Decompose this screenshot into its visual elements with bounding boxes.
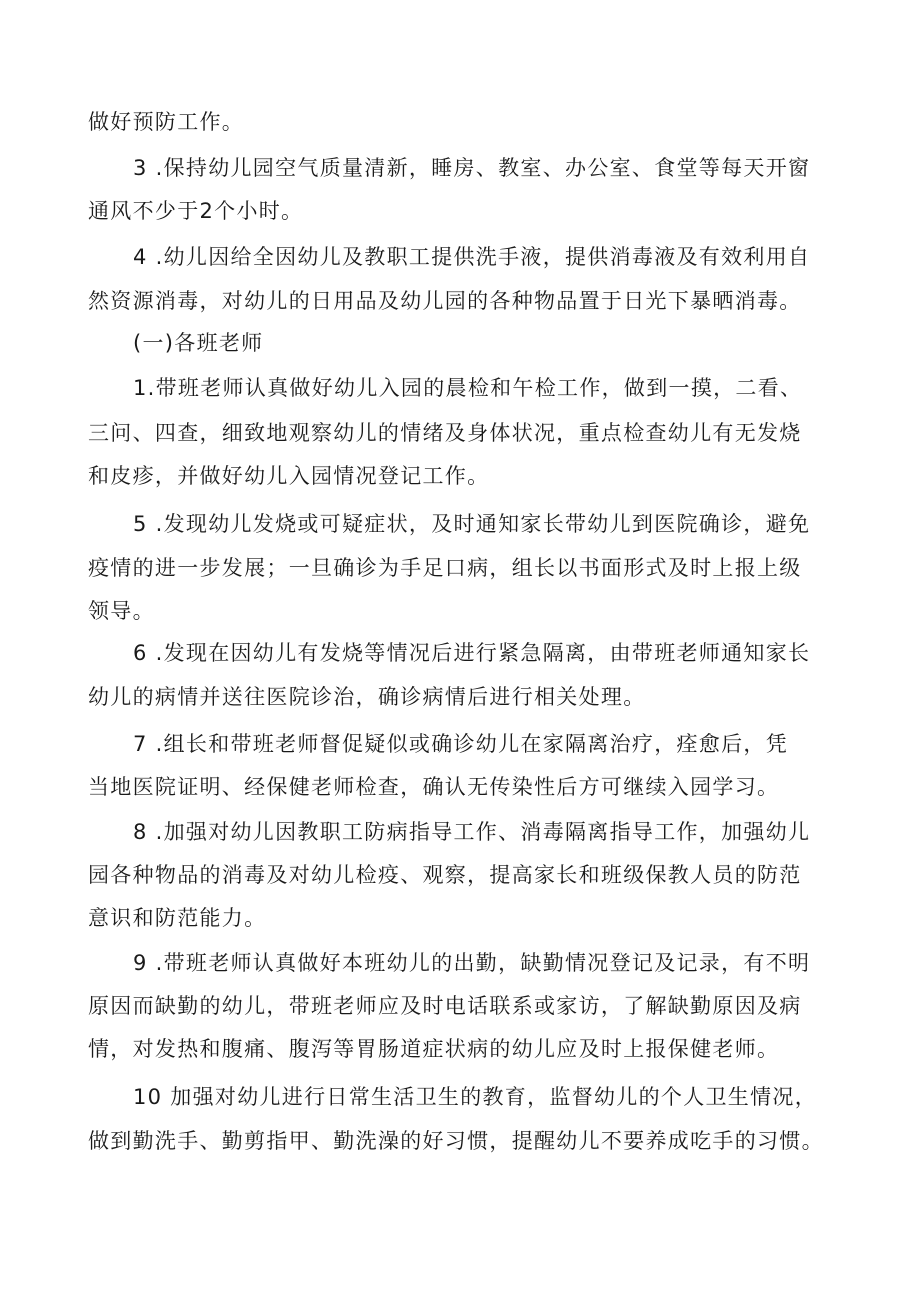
text-line: 情，对发热和腹痛、腹泻等胃肠道症状病的幼儿应及时上报保健老师。 [88, 1037, 780, 1061]
text-line: 4 .幼儿因给全因幼儿及教职工提供洗手液，提供消毒液及有效利用自 [133, 245, 811, 269]
text-line: 1.带班老师认真做好幼儿入园的晨检和午检工作，做到一摸，二看、 [133, 376, 803, 400]
text-line: 5 .发现幼儿发烧或可疑症状，及时通知家长带幼儿到医院确诊，避免 [133, 512, 811, 536]
text-line: 10 加强对幼儿进行日常生活卫生的教育，监督幼儿的个人卫生情况， [133, 1085, 817, 1109]
text-line: 园各种物品的消毒及对幼儿检疫、观察，提高家长和班级保教人员的防范 [88, 863, 802, 887]
text-line: 9 .带班老师认真做好本班幼儿的出勤，缺勤情况登记及记录，有不明 [133, 951, 811, 975]
text-line: 当地医院证明、经保健老师检查，确认无传染性后方可继续入园学习。 [88, 775, 780, 799]
text-line: 三问、四查，细致地观察幼儿的情绪及身体状况，重点检查幼儿有无发烧 [88, 421, 802, 445]
text-line: 6 .发现在因幼儿有发烧等情况后进行紧急隔离，由带班老师通知家长 [133, 641, 811, 665]
text-line: 做到勤洗手、勤剪指甲、勤洗澡的好习惯，提醒幼儿不要养成吃手的习惯。 [88, 1129, 824, 1153]
text-line: 领导。 [88, 599, 155, 623]
text-line: 7 .组长和带班老师督促疑似或确诊幼儿在家隔离治疗，痊愈后，凭 [133, 732, 789, 756]
text-line: 和皮疹，并做好幼儿入园情况登记工作。 [88, 464, 490, 488]
text-line: 通风不少于2个小时。 [88, 199, 304, 223]
text-line: 3 .保持幼儿园空气质量清新，睡房、教室、办公室、食堂等每天开窗 [133, 156, 811, 180]
text-line: 意识和防范能力。 [88, 906, 267, 930]
text-line: 8 .加强对幼儿因教职工防病指导工作、消毒隔离指导工作，加强幼儿 [133, 820, 811, 844]
text-line: 幼儿的病情并送往医院诊治，确诊病情后进行相关处理。 [88, 685, 646, 709]
text-line: 做好预防工作。 [88, 110, 245, 134]
text-line: 原因而缺勤的幼儿，带班老师应及时电话联系或家访，了解缺勤原因及病 [88, 994, 802, 1018]
text-line: 疫情的进一步发展；一旦确诊为手足口病，组长以书面形式及时上报上级 [88, 556, 802, 580]
text-line: 然资源消毒，对幼儿的日用品及幼儿园的各种物品置于日光下暴晒消毒。 [88, 289, 802, 313]
section-heading: (一)各班老师 [133, 331, 264, 355]
